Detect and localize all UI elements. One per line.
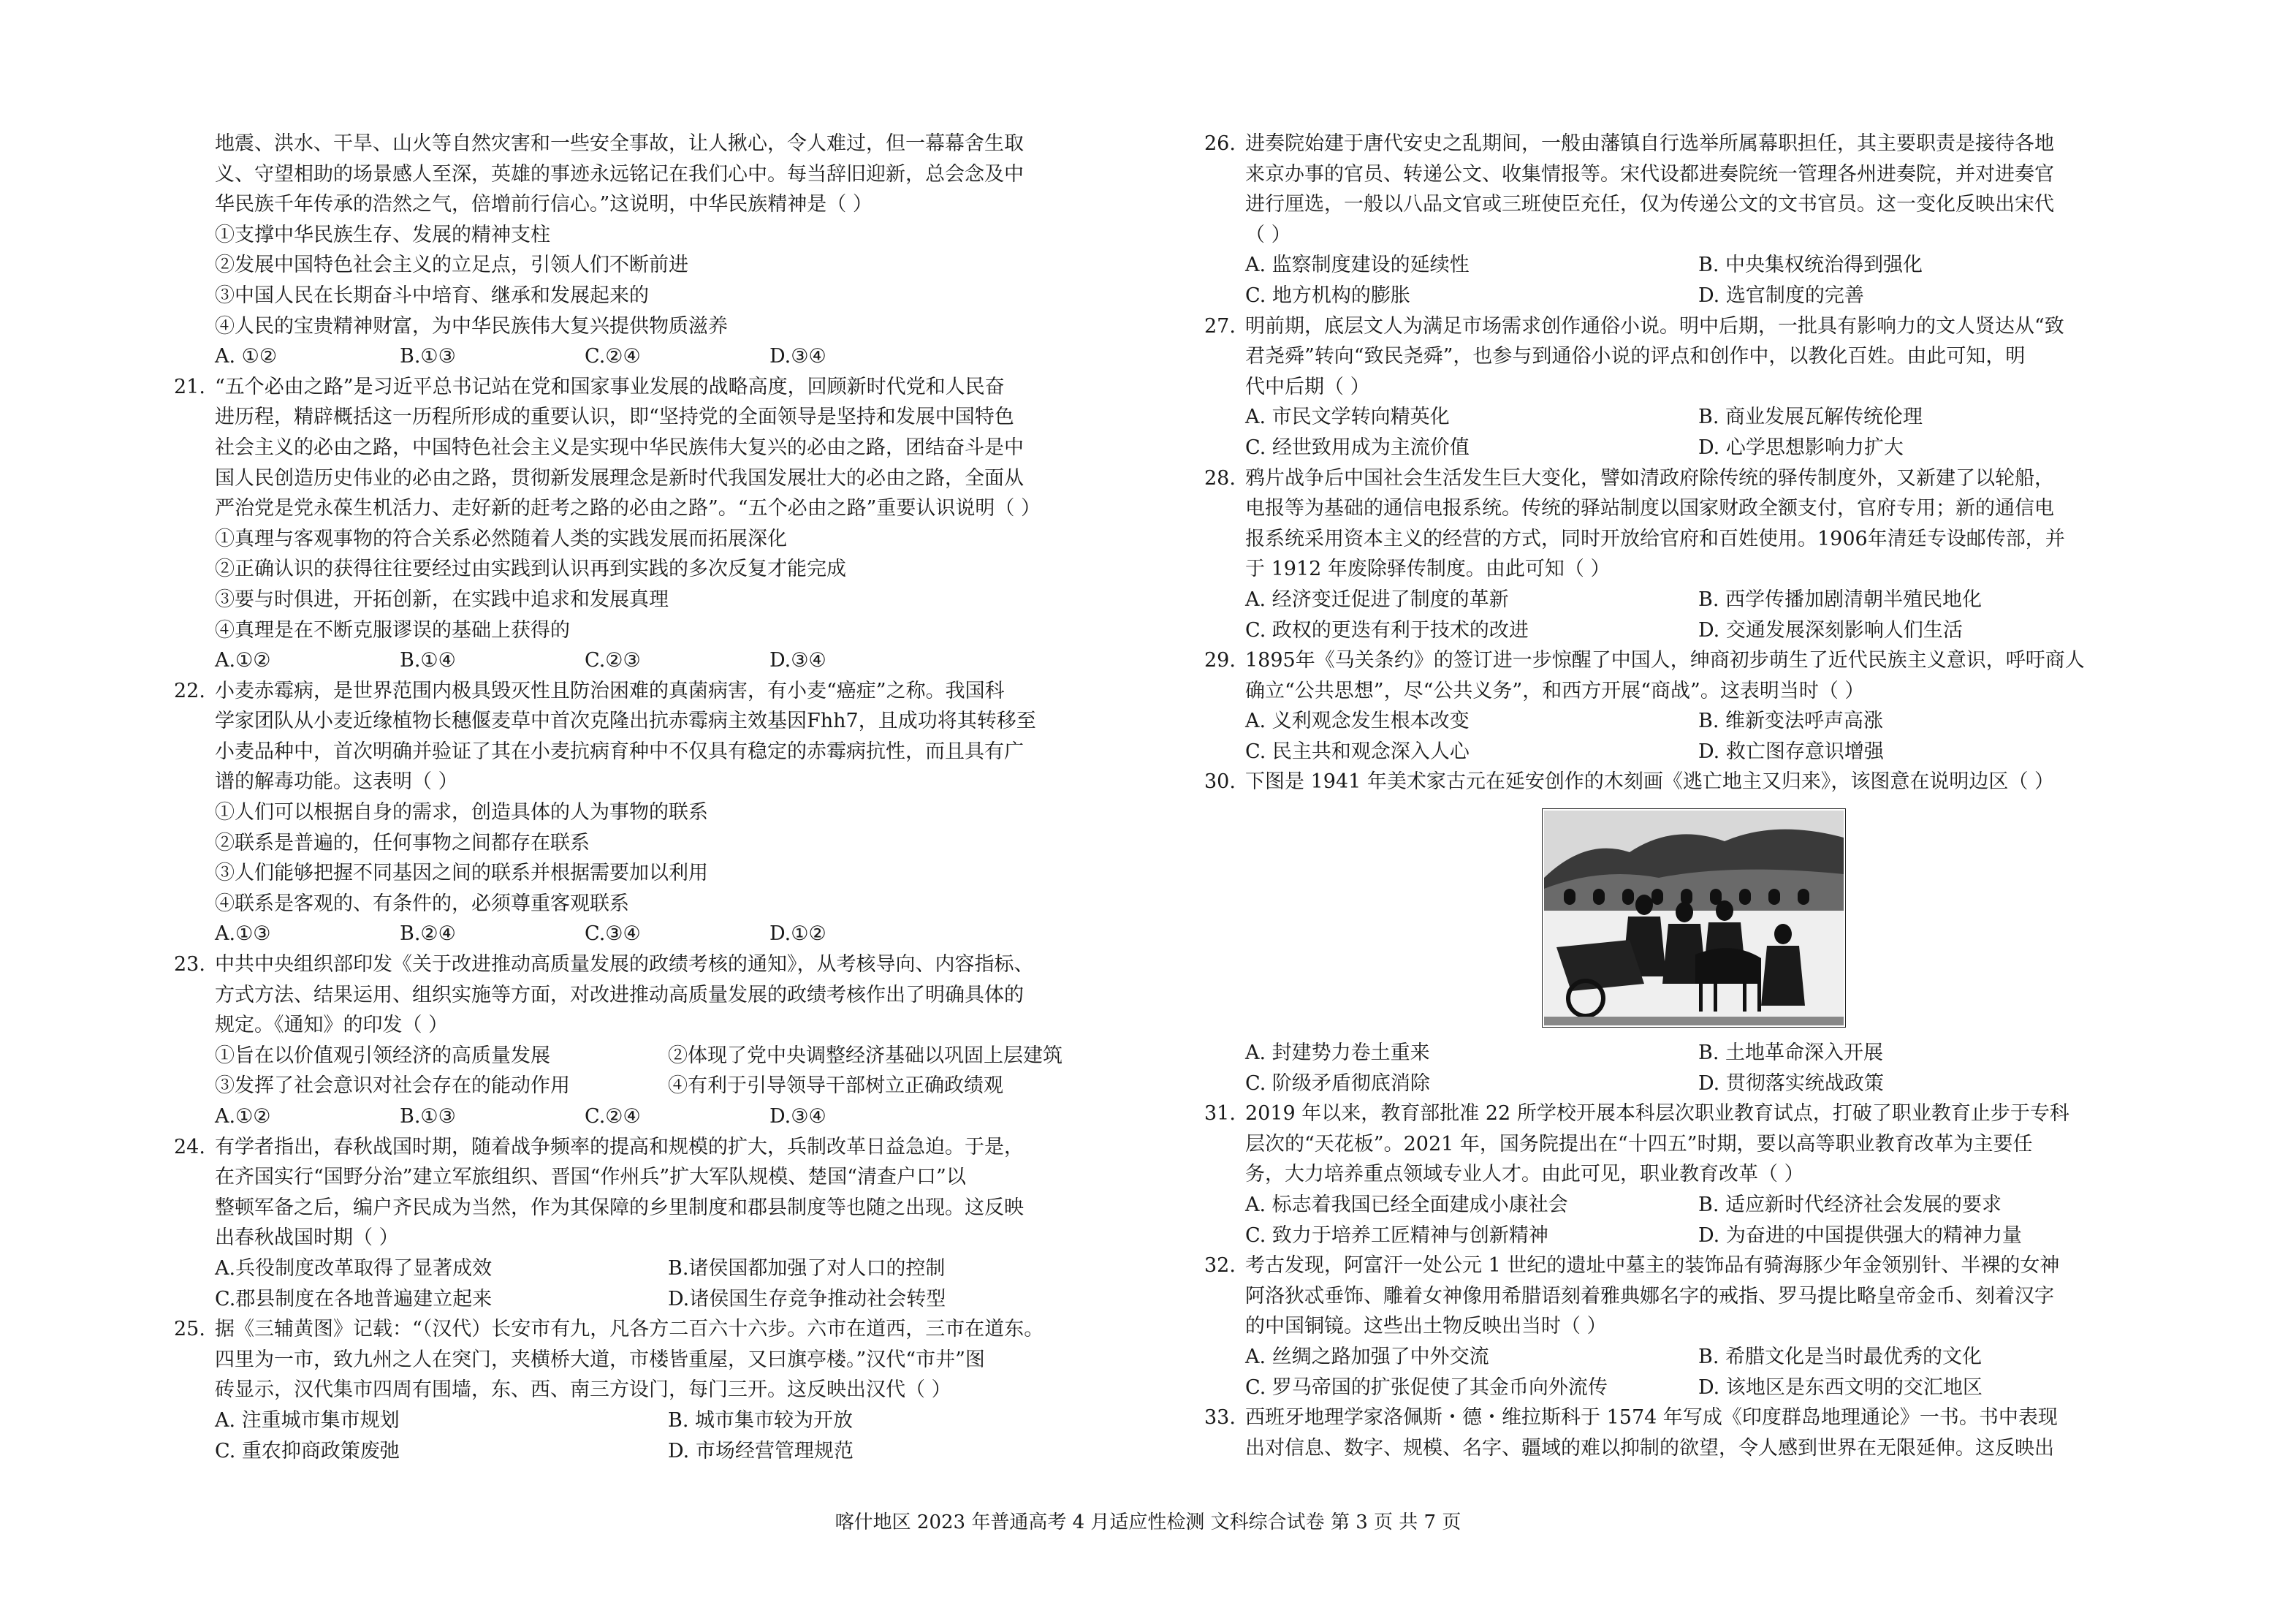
choice-row-two [174,1253,1153,1284]
choice-row-two [1204,1190,2183,1221]
question-number: 30. [1204,770,1236,794]
answer-choice: C.郡县制度在各地普遍建立起来 [215,1287,493,1310]
question-number: 22. [174,679,205,702]
answer-choice: A. 市民文学转向精英化 [1245,406,1450,429]
question-text-line: 华民族千年传承的浩然之气，倍增前行信心。”这说明，中华民族精神是（ ） [215,193,873,216]
answer-choice: C. 政权的更迭有利于技术的改进 [1245,618,1529,642]
woodcut-foreground [1544,1017,1844,1025]
answer-choice: ①旨在以价值观引领经济的高质量发展 [215,1044,550,1067]
choice-row-four [174,341,1153,372]
answer-choice: A.①② [215,649,271,672]
statement-line: ②联系是普遍的，任何事物之间都存在联系 [215,831,590,854]
answer-choice: A. 监察制度建设的延续性 [1245,254,1470,277]
choice-row-two [1204,1221,2183,1251]
answer-choice: ②体现了党中央调整经济基础以巩固上层建筑 [668,1044,1063,1067]
right-column [1204,129,2183,1463]
choice-row-two [1204,1069,2183,1099]
question-text-line: 学家团队从小麦近缘植物长穗偃麦草中首次克隆出抗赤霉病主效基因Fhh7，且成功将其转移至 [215,710,1036,733]
question-first-line [174,949,1153,980]
statement-line: ③中国人民在长期奋斗中培育、继承和发展起来的 [215,284,649,307]
question-number: 33. [1204,1406,1236,1430]
question-text-line: 出对信息、数字、规模、名字、疆域的难以抑制的欲望，令人感到世界在无限延伸。这反映出 [1245,1436,2054,1460]
question-text: 1895年《马关条约》的签订进一步惊醒了中国人，绅商初步萌生了近代民族主义意识，呼吁商人 [1245,649,2085,672]
answer-choice: D. 该地区是东西文明的交汇地区 [1698,1376,1983,1399]
choice-row-two [174,1071,1153,1101]
answer-choice: D.③④ [769,649,826,672]
answer-choice: A. 标志着我国已经全面建成小康社会 [1245,1194,1568,1217]
answer-choice: B. 中央集权统治得到强化 [1698,254,1923,277]
donkey-leg [1699,982,1703,1012]
answer-choice: B.①③ [400,1105,456,1128]
question-text-line: 确立“公共思想”，尽“公共义务”，和西方开展“商战”。这表明当时（ ） [1245,679,1865,702]
answer-choice: ③发挥了社会意识对社会存在的能动作用 [215,1074,570,1098]
question-text-line: 谱的解毒功能。这表明（ ） [215,770,458,794]
statement-line: ④人民的宝贵精神财富，为中华民族伟大复兴提供物质滋养 [215,314,728,338]
answer-choice: D.①② [769,922,826,946]
question-text: 中共中央组织部印发《关于改进推动高质量发展的政绩考核的通知》，从考核导向、内容指标、 [215,953,1034,976]
choice-row-two [1204,1038,2183,1069]
answer-choice: B. 维新变法呼声高涨 [1698,710,1884,733]
question-first-line [174,1314,1153,1345]
answer-choice: A.①③ [215,922,271,946]
answer-choice: C. 阶级矛盾彻底消除 [1245,1071,1430,1095]
figure-body [1761,946,1805,1006]
choice-row-two [1204,615,2183,646]
answer-choice: D. 交通发展深刻影响人们生活 [1698,618,1963,642]
answer-choice: C. 罗马帝国的扩张促使了其金币向外流传 [1245,1376,1608,1399]
question-text-line: 在齐国实行“国野分治”建立军旅组织、晋国“作州兵”扩大军队规模、楚国“清查户口”以 [215,1166,966,1189]
answer-choice: A.兵役制度改革取得了显著成效 [215,1256,493,1280]
question-text-line: 规定。《通知》的印发（ ） [215,1014,449,1037]
question-text: 下图是 1941 年美术家古元在延安创作的木刻画《逃亡地主又归来》，该图意在说明边区（ ） [1245,770,2054,794]
answer-choice: D. 救亡图存意识增强 [1698,740,1884,763]
choice-row-two [1204,250,2183,281]
question-text-line: （ ） [1245,223,1291,246]
question-first-line [174,372,1153,403]
question-first-line [1204,1099,2183,1129]
question-text-line: 四里为一市，致九州之人在突门，夹横桥大道，市楼皆重屋，又曰旗亭楼。”汉代“市井”图 [215,1348,985,1371]
choice-row-four [174,919,1153,949]
choice-row-two [174,1405,1153,1436]
question-text: 进奏院始建于唐代安史之乱期间，一般由藩镇自行选举所属幕职担任，其主要职责是接待各地 [1245,132,2054,155]
question-first-line [1204,1403,2183,1433]
answer-choice: C. 民主共和观念深入人心 [1245,740,1470,763]
question-text: 小麦赤霉病，是世界范围内极具毁灭性且防治困难的真菌病害，有小麦“癌症”之称。我国科 [215,679,1005,702]
answer-choice: B. 城市集市较为开放 [668,1408,854,1432]
answer-choice: C. 地方机构的膨胀 [1245,284,1410,307]
question-number: 32. [1204,1254,1236,1278]
question-text-line: 小麦品种中，首次明确并验证了其在小麦抗病育种中不仅具有稳定的赤霉病抗性，而且具有广 [215,740,1024,763]
question-text: 据《三辅黄图》记载：“（汉代）长安市有九，凡各方二百六十六步。六市在道西，三市在道东。 [215,1318,1044,1341]
answer-choice: D. 为奋进的中国提供强大的精神力量 [1698,1223,2022,1247]
question-text-line: 君尧舜”转向“致民尧舜”，也参与到通俗小说的评点和创作中，以教化百姓。由此可知，明 [1245,345,2026,368]
donkey-leg [1714,982,1717,1012]
statement-line: ②正确认识的获得往往要经过由实践到认识再到实践的多次反复才能完成 [215,558,846,581]
question-text: 有学者指出，春秋战国时期，随着战争频率的提高和规模的扩大，兵制改革日益急迫。于是， [215,1135,1024,1158]
question-text-line: 务，大力培养重点领域专业人才。由此可见，职业教育改革（ ） [1245,1163,1804,1186]
question-first-line [1204,129,2183,159]
question-text: 鸦片战争后中国社会生活发生巨大变化，譬如清政府除传统的驿传制度外，又新建了以轮船， [1245,466,2054,490]
choice-row-two [1204,706,2183,737]
question-first-line [1204,1251,2183,1281]
question-text: 西班牙地理学家洛佩斯・德・维拉斯科于 1574 年写成《印度群岛地理通论》一书。书中表现 [1245,1406,2058,1430]
question-first-line [1204,767,2183,797]
question-text-line: 义、守望相助的场景感人至深，英雄的事迹永远铭记在我们心中。每当辞旧迎新，总会念及中 [215,162,1024,186]
cave-dwelling [1564,889,1575,905]
cave-dwelling [1622,889,1634,905]
answer-choice: D.诸侯国生存竞争推动社会转型 [668,1287,946,1310]
figure-head [1774,924,1792,944]
choice-row-four [174,645,1153,676]
answer-choice: C.②③ [585,649,641,672]
answer-choice: A. 经济变迁促进了制度的革新 [1245,588,1509,611]
question-text-line: 社会主义的必由之路，中国特色社会主义是实现中华民族伟大复兴的必由之路，团结奋斗是中 [215,436,1024,459]
answer-choice: C.②④ [585,1105,641,1128]
answer-choice: D. 心学思想影响力扩大 [1698,436,1904,459]
question-text-line: 国人民创造历史伟业的必由之路，贯彻新发展理念是新时代我国发展壮大的必由之路，全面从 [215,466,1024,490]
woodcut-figure [1204,797,2183,1038]
answer-choice: D. 贯彻落实统战政策 [1698,1071,1884,1095]
woodcut-donkey [1695,948,1761,984]
choice-row-two [1204,1373,2183,1403]
statement-line: ④联系是客观的、有条件的，必须尊重客观联系 [215,892,629,915]
question-text-line: 阿洛狄忒垂饰、雕着女神像用希腊语刻着雅典娜名字的戒指、罗马提比略皇帝金币、刻着汉字 [1245,1284,2054,1308]
answer-choice: D. 市场经营管理规范 [668,1439,854,1462]
question-text-line: 出春秋战国时期（ ） [215,1226,399,1250]
cave-dwelling [1651,889,1663,905]
question-text-line: 层次的“天花板”。2021 年，国务院提出在“十四五”时期，要以高等职业教育改革为主要任 [1245,1132,2033,1156]
choice-row-two [174,1436,1153,1467]
answer-choice: D.③④ [769,345,826,368]
question-number: 26. [1204,132,1236,155]
answer-choice: C. 经世致用成为主流价值 [1245,436,1470,459]
answer-choice: A. 丝绸之路加强了中外交流 [1245,1346,1489,1368]
donkey-leg [1743,982,1746,1012]
question-text-line: 方式方法、结果运用、组织实施等方面，对改进推动高质量发展的政绩考核作出了明确具体的 [215,983,1024,1006]
answer-choice: B. 适应新时代经济社会发展的要求 [1698,1194,2002,1217]
cave-dwelling [1593,889,1605,905]
question-number: 24. [174,1135,205,1158]
question-text: 明前期，底层文人为满足市场需求创作通俗小说。明中后期，一批具有影响力的文人贤达从“致 [1245,314,2064,338]
choice-row-two [174,1284,1153,1315]
choice-row-two [1204,1342,2183,1373]
page-footer: 喀什地区 2023 年普通高考 4 月适应性检测 文科综合试卷 第 3 页 共 7 页 [835,1511,1461,1533]
question-text-line: 电报等为基础的通信电报系统。传统的驿站制度以国家财政全额支付，官府专用；新的通信电 [1245,497,2054,520]
question-number: 27. [1204,314,1236,338]
question-text-line: 砖显示，汉代集市四周有围墙，东、西、南三方设门，每门三开。这反映出汉代（ ） [215,1378,951,1402]
answer-choice: B. 西学传播加剧清朝半殖民地化 [1698,588,1983,611]
answer-choice: D.③④ [769,1105,826,1128]
choice-row-four [174,1101,1153,1132]
cave-dwelling [1768,889,1780,905]
question-number: 25. [174,1318,205,1341]
answer-choice: C.②④ [585,345,641,368]
question-text-line: 进行厘选，一般以八品文官或三班使臣充任，仅为传递公文的文书官员。这一变化反映出宋代 [1245,193,2054,216]
answer-choice: A. 封建势力卷土重来 [1245,1041,1430,1065]
statement-line: ③人们能够把握不同基因之间的联系并根据需要加以利用 [215,862,708,885]
left-column [174,129,1153,1466]
choice-row-two [1204,433,2183,463]
question-text-line: 报系统采用资本主义的经营的方式，同时开放给官府和百姓使用。1906年清廷专设邮传部，并 [1245,527,2065,550]
figure-head [1635,895,1653,915]
choice-row-two [1204,402,2183,433]
statement-line: ①真理与客观事物的符合关系必然随着人类的实践发展而拓展深化 [215,527,787,550]
answer-choice: A. ①② [215,345,278,368]
question-text-line: 的中国铜镜。这些出土物反映出当时（ ） [1245,1315,1607,1338]
statement-line: ①支撑中华民族生存、发展的精神支柱 [215,223,550,246]
question-number: 29. [1204,649,1236,672]
question-number: 23. [174,953,205,976]
question-text-line: 来京办事的官员、转递公文、收集情报等。宋代设都进奏院统一管理各州进奏院，并对进奏官 [1245,162,2054,186]
statement-line: ③要与时俱进，开拓创新，在实践中追求和发展真理 [215,588,669,611]
question-text-line: 代中后期（ ） [1245,375,1370,398]
answer-choice: C.③④ [585,922,641,946]
answer-choice: A.①② [215,1105,271,1128]
answer-choice: B. 希腊文化是当时最优秀的文化 [1698,1346,1983,1368]
answer-choice: B.①④ [400,649,456,672]
question-text-line: 整顿军备之后，编户齐民成为当然，作为其保障的乡里制度和郡县制度等也随之出现。这反映 [215,1196,1024,1219]
woodcut-cart [1556,940,1644,991]
answer-choice: C. 致力于培养工匠精神与创新精神 [1245,1223,1548,1247]
answer-choice: B.②④ [400,922,456,946]
statement-line: ④真理是在不断克服谬误的基础上获得的 [215,618,570,642]
question-first-line [1204,645,2183,676]
choice-row-two [1204,585,2183,615]
donkey-leg [1757,982,1761,1012]
statement-line: ①人们可以根据自身的需求，创造具体的人为事物的联系 [215,801,708,824]
question-text: “五个必由之路”是习近平总书记站在党和国家事业发展的战略高度，回顾新时代党和人民奋 [215,375,1005,398]
answer-choice: B. 土地革命深入开展 [1698,1041,1884,1065]
question-first-line [1204,463,2183,494]
choice-row-two [174,1041,1153,1071]
question-text-line: 地震、洪水、干旱、山火等自然灾害和一些安全事故，让人揪心，令人难过，但一幕幕舍生取 [215,132,1024,155]
question-first-line [174,676,1153,707]
answer-choice: B.①③ [400,345,456,368]
figure-head [1676,902,1693,922]
answer-choice: B.诸侯国都加强了对人口的控制 [668,1256,946,1280]
figure-head [1716,900,1733,921]
question-text-line: 于 1912 年废除驿传制度。由此可知（ ） [1245,558,1611,581]
choice-row-two [1204,737,2183,767]
answer-choice: B. 商业发展瓦解传统伦理 [1698,406,1923,429]
question-first-line [174,1132,1153,1163]
cave-dwelling [1739,889,1751,905]
cave-dwelling [1798,889,1809,905]
question-text-line: 进历程，精辟概括这一历程所形成的重要认识，即“坚持党的全面领导是坚持和发展中国特色 [215,406,1014,429]
question-number: 31. [1204,1102,1236,1126]
answer-choice: ④有利于引导领导干部树立正确政绩观 [668,1074,1003,1098]
question-number: 21. [174,375,205,398]
woodcut-image [1542,808,1846,1028]
question-text-line: 严治党是党永葆生机活力、走好新的赶考之路的必由之路”。“五个必由之路”重要认识说明（ ） [215,497,1041,520]
statement-line: ②发展中国特色社会主义的立足点，引领人们不断前进 [215,254,688,277]
question-first-line [1204,311,2183,342]
question-text: 考古发现，阿富汗一处公元 1 世纪的遗址中墓主的装饰品有骑海豚少年金领别针、半裸的女神 [1245,1254,2060,1278]
answer-choice: A. 注重城市集市规划 [215,1408,400,1432]
answer-choice: D. 选官制度的完善 [1698,284,1864,307]
choice-row-two [1204,281,2183,311]
answer-choice: A. 义利观念发生根本改变 [1245,710,1470,733]
question-number: 28. [1204,466,1236,490]
answer-choice: C. 重农抑商政策废弛 [215,1439,400,1462]
question-text: 2019 年以来，教育部批准 22 所学校开展本科层次职业教育试点，打破了职业教育止步于专科 [1245,1102,2069,1126]
